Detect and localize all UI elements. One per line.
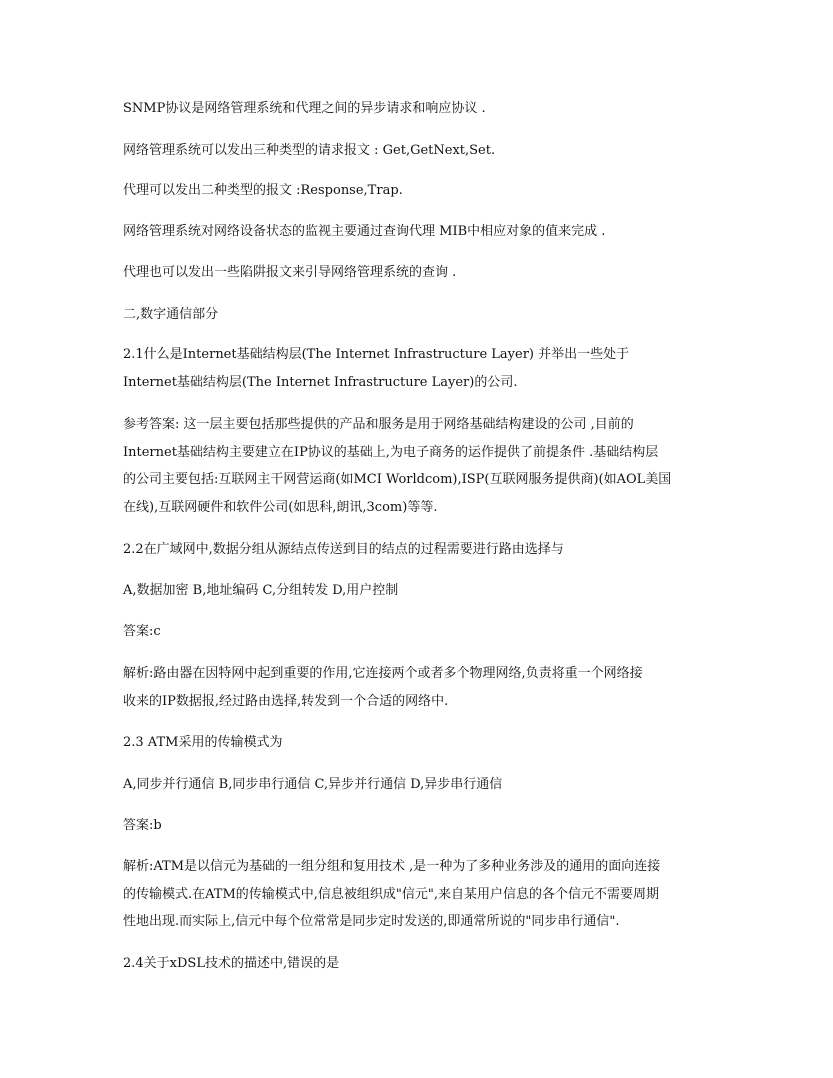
text-line: SNMP协议是网络管理系统和代理之间的异步请求和响应协议 . (123, 101, 486, 116)
text-line: Internet基础结构层(The Internet Infrastructure Layer)的公司. (123, 374, 518, 390)
text-line: A,数据加密 B,地址编码 C,分组转发 D,用户控制 (123, 583, 399, 598)
options-2-2 (123, 577, 723, 605)
text-line: 的公司主要包括:互联网主干网营运商(如MCI Worldcom),ISP(互联网服务提供商)(如AOL美国 (123, 472, 672, 487)
question-2-4 (123, 950, 723, 978)
text-line: 2.3 ATM采用的传输模式为 (123, 735, 283, 750)
text-line: 代理也可以发出一些陷阱报文来引导网络管理系统的查询 . (123, 265, 457, 280)
question-2-1 (123, 341, 723, 396)
text-line: 性地出现.而实际上,信元中每个位常常是同步定时发送的,即通常所说的"同步串行通信". (123, 914, 620, 929)
options-2-3 (123, 771, 723, 799)
text-line: Internet基础结构主要建立在IP协议的基础上,为电子商务的运作提供了前提条件 .基础结构层 (123, 444, 659, 460)
text-line: 答案:c (123, 624, 161, 639)
paragraph-request-types (123, 137, 723, 165)
text-line: 答案:b (123, 818, 162, 833)
question-2-2 (123, 536, 723, 564)
text-line: 2.2在广域网中,数据分组从源结点传送到目的结点的过程需要进行路由选择与 (123, 542, 564, 557)
paragraph-snmp-protocol (123, 95, 723, 123)
text-line: 在线),互联网硬件和软件公司(如思科,朗讯,3com)等等. (123, 499, 438, 515)
text-line: 2.4关于xDSL技术的描述中,错误的是 (123, 956, 340, 971)
paragraph-mib-monitoring (123, 218, 723, 246)
reference-answer-2-1 (123, 411, 723, 521)
explanation-2-3 (123, 853, 723, 936)
text-line: 2.1什么是Internet基础结构层(The Internet Infrastructure Layer) 并举出一些处于 (123, 347, 630, 362)
text-line: 参考答案: 这一层主要包括那些提供的产品和服务是用于网络基础结构建设的公司 ,目前的 (123, 417, 634, 432)
text-line: A,同步并行通信 B,同步串行通信 C,异步并行通信 D,异步串行通信 (123, 777, 503, 792)
answer-2-3 (123, 812, 723, 840)
text-line: 解析:路由器在因特网中起到重要的作用,它连接两个或者多个物理网络,负责将重一个网络接 (123, 666, 643, 681)
text-line: 二,数字通信部分 (123, 307, 219, 322)
text-line: 网络管理系统可以发出三种类型的请求报文 : Get,GetNext,Set. (123, 143, 496, 158)
paragraph-trap-messages (123, 259, 723, 287)
section-heading-digital-communication (123, 301, 723, 329)
answer-2-2 (123, 618, 723, 646)
paragraph-agent-messages (123, 177, 723, 205)
text-line: 收来的IP数据报,经过路由选择,转发到一个合适的网络中. (123, 693, 449, 709)
text-line: 代理可以发出二种类型的报文 :Response,Trap. (123, 183, 403, 198)
text-line: 的传输模式.在ATM的传输模式中,信息被组织成"信元",来自某用户信息的各个信元不需要周期 (123, 886, 660, 902)
text-line: 解析:ATM是以信元为基础的一组分组和复用技术 ,是一种为了多种业务涉及的通用的面向连接 (123, 859, 661, 874)
explanation-2-2 (123, 660, 723, 715)
text-line: 网络管理系统对网络设备状态的监视主要通过查询代理 MIB中相应对象的值来完成 . (123, 224, 606, 239)
question-2-3 (123, 729, 723, 757)
